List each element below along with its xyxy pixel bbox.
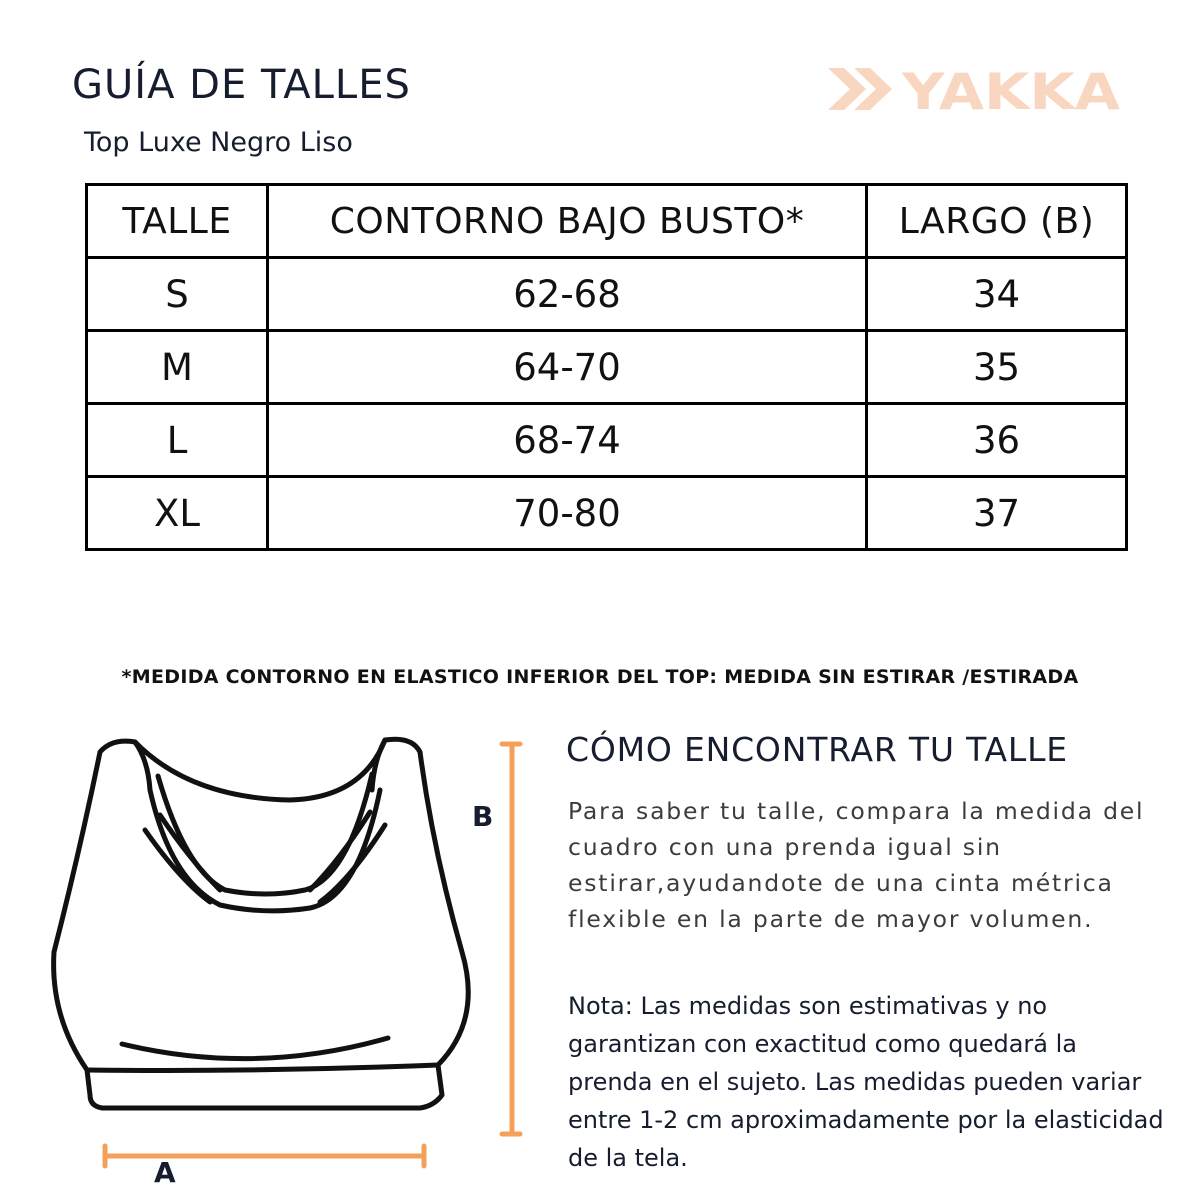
- header-contorno: CONTORNO BAJO BUSTO*: [268, 185, 867, 258]
- length-cell: 34: [867, 258, 1127, 331]
- contour-cell: 64-70: [268, 331, 867, 404]
- length-cell: 37: [867, 477, 1127, 550]
- length-cell: 36: [867, 404, 1127, 477]
- brand-logo: [828, 64, 1122, 114]
- table-row: [87, 258, 1127, 331]
- page-title: GUÍA DE TALLES: [72, 62, 411, 108]
- header-largo: LARGO (B): [867, 185, 1127, 258]
- guide-note: Nota: Las medidas son estimativas y no garantizan con exactitud como quedará la prenda en el sujeto. Las medidas pueden variar entre 1-2 cm aproximadamente por la elasticidad de la tela.: [568, 992, 1164, 1172]
- size-cell: M: [87, 331, 268, 404]
- table-row: [87, 404, 1127, 477]
- width-measure: [105, 1146, 424, 1166]
- contour-cell: 68-74: [268, 404, 867, 477]
- product-name: Top Luxe Negro Liso: [84, 127, 353, 158]
- top-outline: [54, 739, 469, 1108]
- footnote: *MEDIDA CONTORNO EN ELASTICO INFERIOR DEL TOP: MEDIDA SIN ESTIRAR /ESTIRADA: [121, 666, 1079, 688]
- header-talle: TALLE: [87, 185, 268, 258]
- table-row: [87, 331, 1127, 404]
- length-label: B: [472, 800, 494, 833]
- contour-cell: 62-68: [268, 258, 867, 331]
- sports-top-diagram: [40, 730, 560, 1190]
- size-table: [85, 183, 1128, 551]
- length-measure: [502, 744, 520, 1134]
- size-cell: L: [87, 404, 268, 477]
- table-header-row: [87, 185, 1127, 258]
- size-cell: S: [87, 258, 268, 331]
- length-cell: 35: [867, 331, 1127, 404]
- guide-title: CÓMO ENCONTRAR TU TALLE: [566, 730, 1068, 769]
- size-cell: XL: [87, 477, 268, 550]
- width-label: A: [154, 1156, 176, 1189]
- guide-text: Para saber tu talle, compara la medida del cuadro con una prenda igual sin estirar,ayudandote de una cinta métrica flexible en la parte de mayor volumen.: [568, 797, 1145, 933]
- contour-cell: 70-80: [268, 477, 867, 550]
- logo-text: YAKKA: [900, 64, 1121, 114]
- table-row: [87, 477, 1127, 550]
